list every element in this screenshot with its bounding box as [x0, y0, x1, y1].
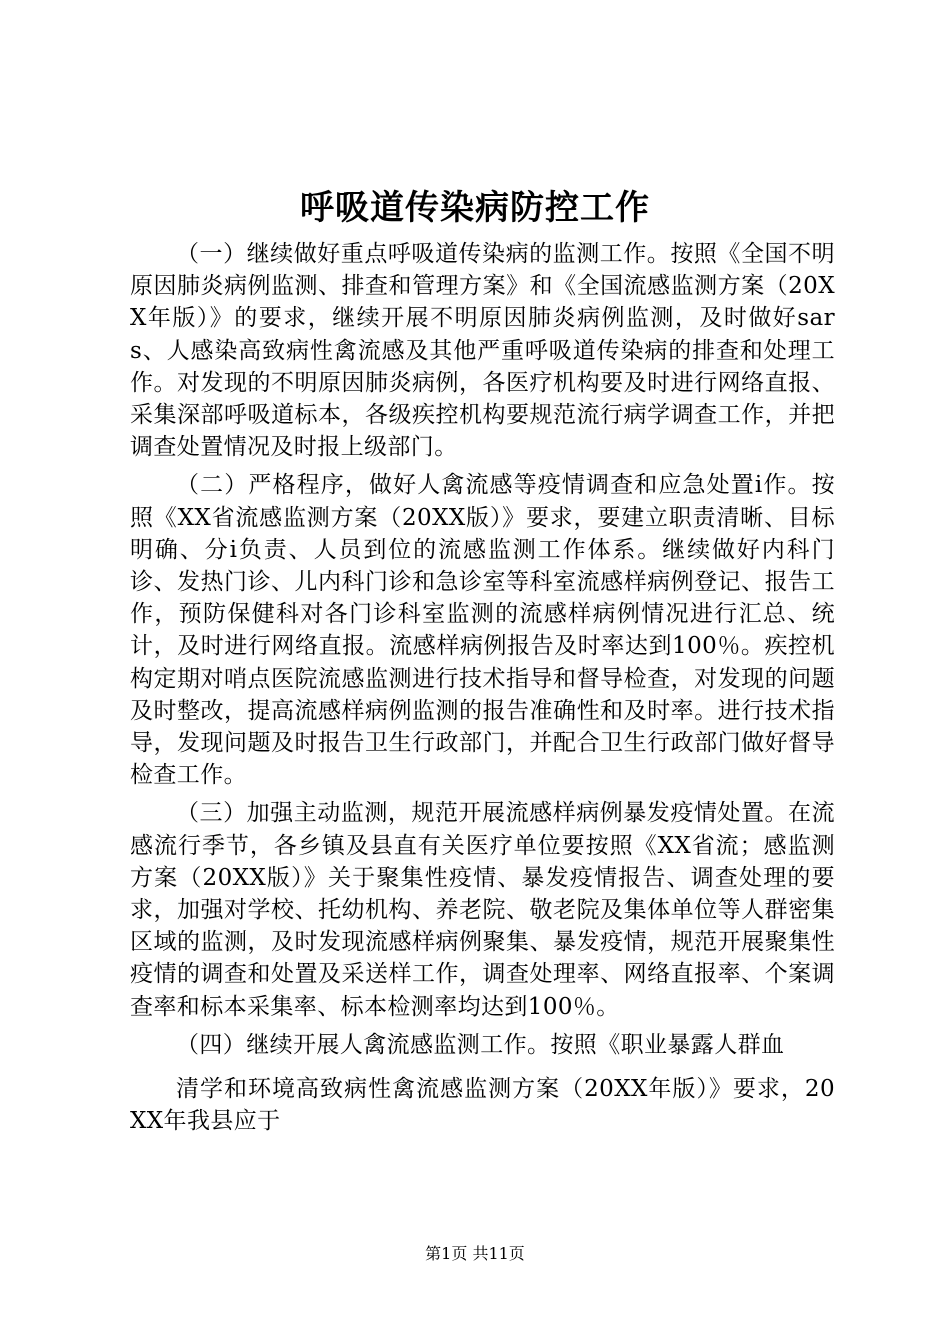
paragraph-2: （二）严格程序，做好人禽流感等疫情调查和应急处置i作。按照《XX省流感监测方案（20XX版）》要求，要建立职责清晰、目标明确、分i负责、人员到位的流感监测工作体系。继续做好内科门诊、发热门诊、儿内科门诊和急诊室等科室流感样病例登记、报告工作，预防保健科对各门诊科室监测的流感样病例情况进行汇总、统计，及时进行网络直报。流感样病例报告及时率达到100％。疾控机构定期对哨点医院流感监测进行技术指导和督导检查，对发现的问题及时整改，提高流感样病例监测的报告准确性和及时率。进行技术指导，发现问题及时报告卫生行政部门，并配合卫生行政部门做好督导检查工作。: [130, 472, 835, 789]
page-footer: 第1页 共11页: [425, 1244, 525, 1263]
paragraph-4: （四）继续开展人禽流感监测工作。按照《职业暴露人群血: [176, 1031, 785, 1058]
document-title: 呼吸道传染病防控工作: [300, 188, 650, 228]
document-body: [130, 238, 835, 1137]
paragraph-1: （一）继续做好重点呼吸道传染病的监测工作。按照《全国不明原因肺炎病例监测、排查和管理方案》和《全国流感监测方案（20XX年版）》的要求，继续开展不明原因肺炎病例监测，及时做好sars、人感染高致病性禽流感及其他严重呼吸道传染病的排查和处理工作。对发现的不明原因肺炎病例，各医疗机构要及时进行网络直报、采集深部呼吸道标本，各级疾控机构要规范流行病学调查工作，并把调查处置情况及时报上级部门。: [130, 241, 835, 461]
paragraph-5: 清学和环境高致病性禽流感监测方案（20XX年版）》要求，20XX年我县应于: [130, 1076, 835, 1135]
paragraph-3: （三）加强主动监测，规范开展流感样病例暴发疫情处置。在流感流行季节，各乡镇及县直有关医疗单位要按照《XX省流；感监测方案（20XX版）》关于聚集性疫情、暴发疫情报告、调查处理的要求，加强对学校、托幼机构、养老院、敬老院及集体单位等人群密集区域的监测，及时发现流感样病例聚集、暴发疫情，规范开展聚集性疫情的调查和处置及采送样工作，调查处理率、网络直报率、个案调查率和标本采集率、标本检测率均达到100％。: [130, 800, 835, 1020]
